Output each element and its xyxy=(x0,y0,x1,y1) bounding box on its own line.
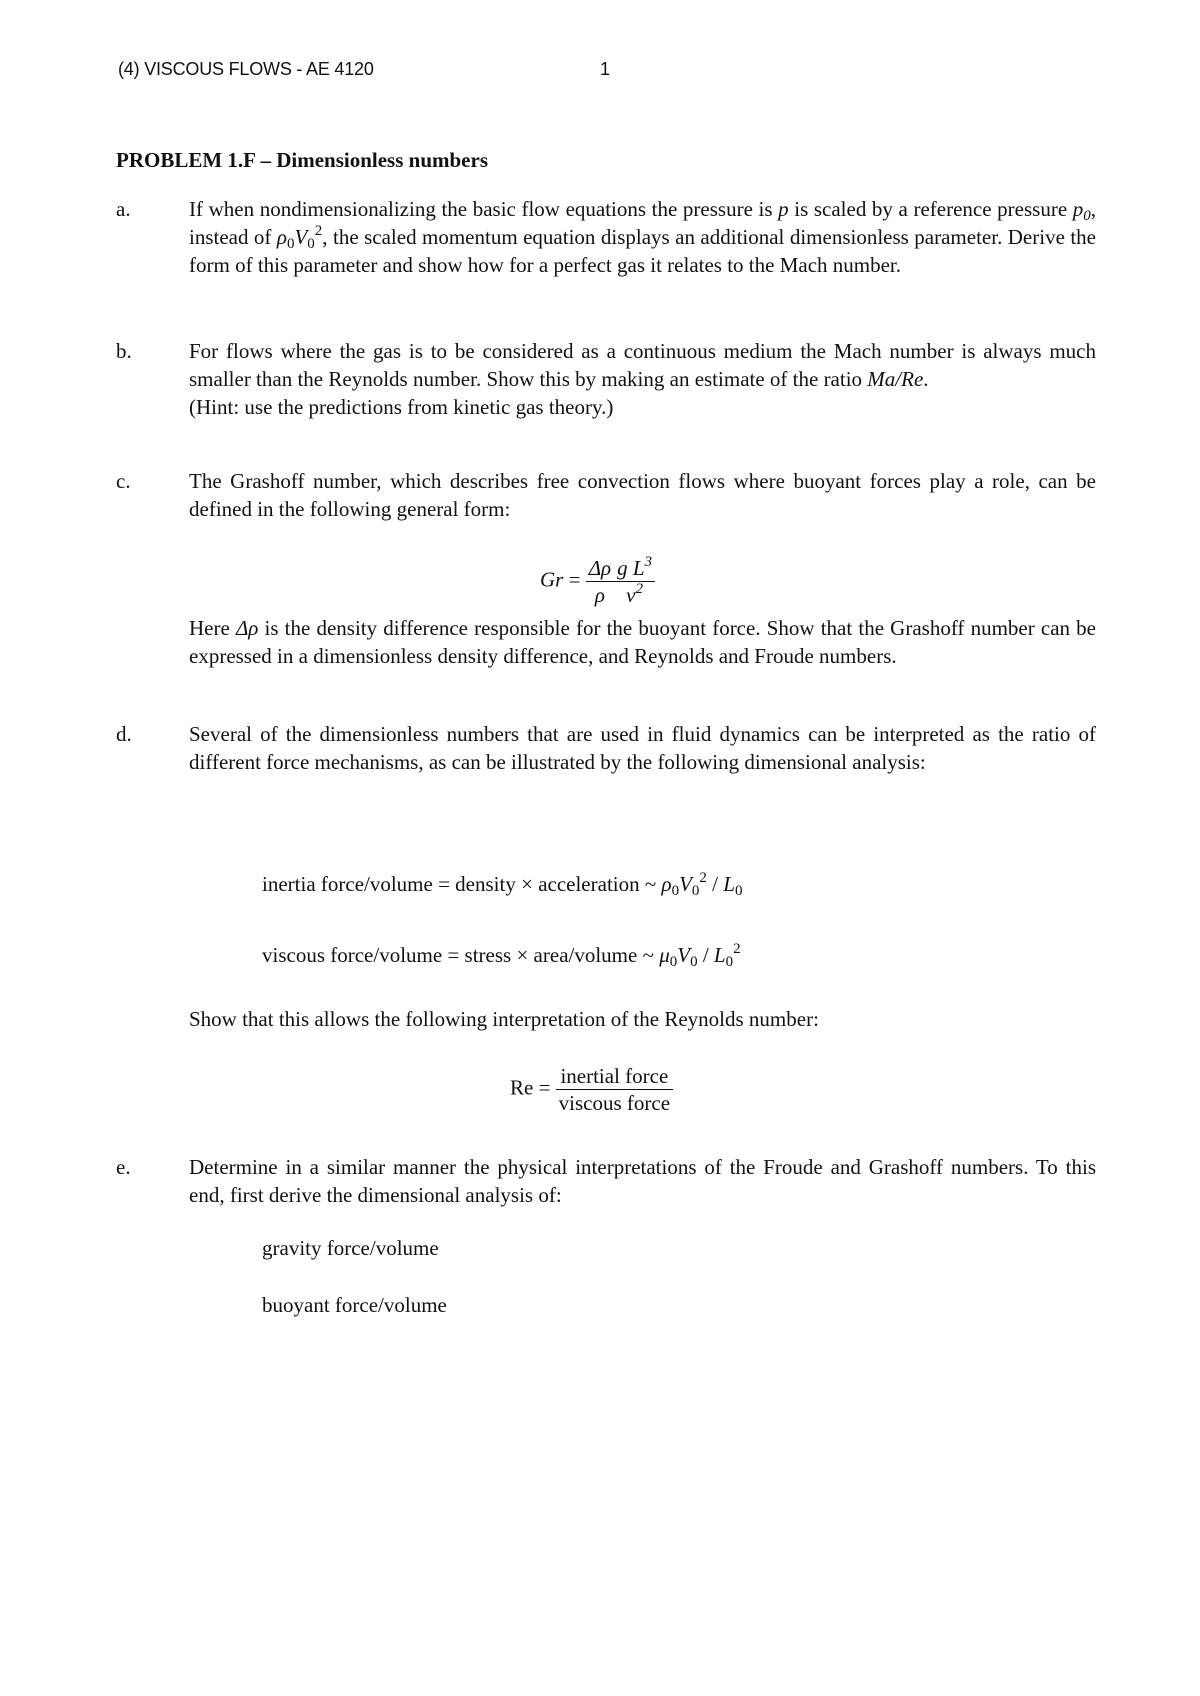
inertia-relation: inertia force/volume = density × acceleration ~ $\rho_0V_0^2 / L_0$ xyxy=(262,870,743,899)
item-body: For flows where the gas is to be considered as a continuous medium the Mach number is always much smaller than the Reynolds number. Show this by making an estimate of the ratio Ma/Re. (Hint: use the predictions from kinetic gas theory.) xyxy=(189,339,1096,419)
item-label: b. xyxy=(116,339,132,363)
hint-text: (Hint: use the predictions from kinetic gas theory.) xyxy=(189,395,614,419)
item-label: e. xyxy=(116,1155,131,1179)
item-body: The Grashoff number, which describes free convection flows where buoyant forces play a role, can be defined in the following general form: xyxy=(189,469,1096,521)
grashof-equation: Gr = $\frac{\Delta\rho}{\rho}$ $\frac{g L^3}{\nu^2}$ xyxy=(540,555,655,608)
item-label: c. xyxy=(116,469,131,493)
ratio-symbol: Ma/Re xyxy=(867,367,924,391)
buoyant-force-line: buoyant force/volume xyxy=(262,1293,447,1317)
item-body: Determine in a similar manner the physical interpretations of the Froude and Grashoff numbers. To this end, first derive the dimensional analysis of: xyxy=(189,1155,1096,1207)
item-body: Here Δρ is the density difference responsible for the buoyant force. Show that the Grashoff number can be expressed in a dimensionless density difference, and Reynolds and Froude numbers. xyxy=(189,616,1096,668)
item-body: If when nondimensionalizing the basic flow equations the pressure is p is scaled by a reference pressure $p_0$, instead of $\rho_0V_0^2$, the scaled momentum equation displays an additional dimensionless parameter. Derive the form of this parameter and show how for a perfect gas it relates to the Mach number. xyxy=(189,197,1096,277)
item-body: Show that this allows the following interpretation of the Reynolds number: xyxy=(189,1007,819,1031)
item-label: a. xyxy=(116,197,131,221)
fraction-density: $\frac{\Delta\rho}{\rho}$ xyxy=(586,555,614,608)
fraction-forces: $\frac{\text{inertial force}}{\text{viscous force}}$ xyxy=(556,1063,673,1116)
item-label: d. xyxy=(116,722,132,746)
reynolds-equation: Re = $\frac{\text{inertial force}}{\text{viscous force}}$ xyxy=(510,1063,673,1116)
problem-title: PROBLEM 1.F – Dimensionless numbers xyxy=(116,148,488,172)
gravity-force-line: gravity force/volume xyxy=(262,1236,439,1260)
fraction-gravity: $\frac{g L^3}{\nu^2}$ xyxy=(614,555,655,608)
running-header: (4) VISCOUS FLOWS - AE 4120 xyxy=(118,59,374,79)
viscous-relation: viscous force/volume = stress × area/volume ~ $\mu_0V_0 / L_0^2$ xyxy=(262,941,741,970)
item-body: Several of the dimensionless numbers that are used in fluid dynamics can be interpreted as the ratio of different force mechanisms, as can be illustrated by the following dimensional analysis: xyxy=(189,722,1096,774)
page-number: 1 xyxy=(600,59,610,79)
